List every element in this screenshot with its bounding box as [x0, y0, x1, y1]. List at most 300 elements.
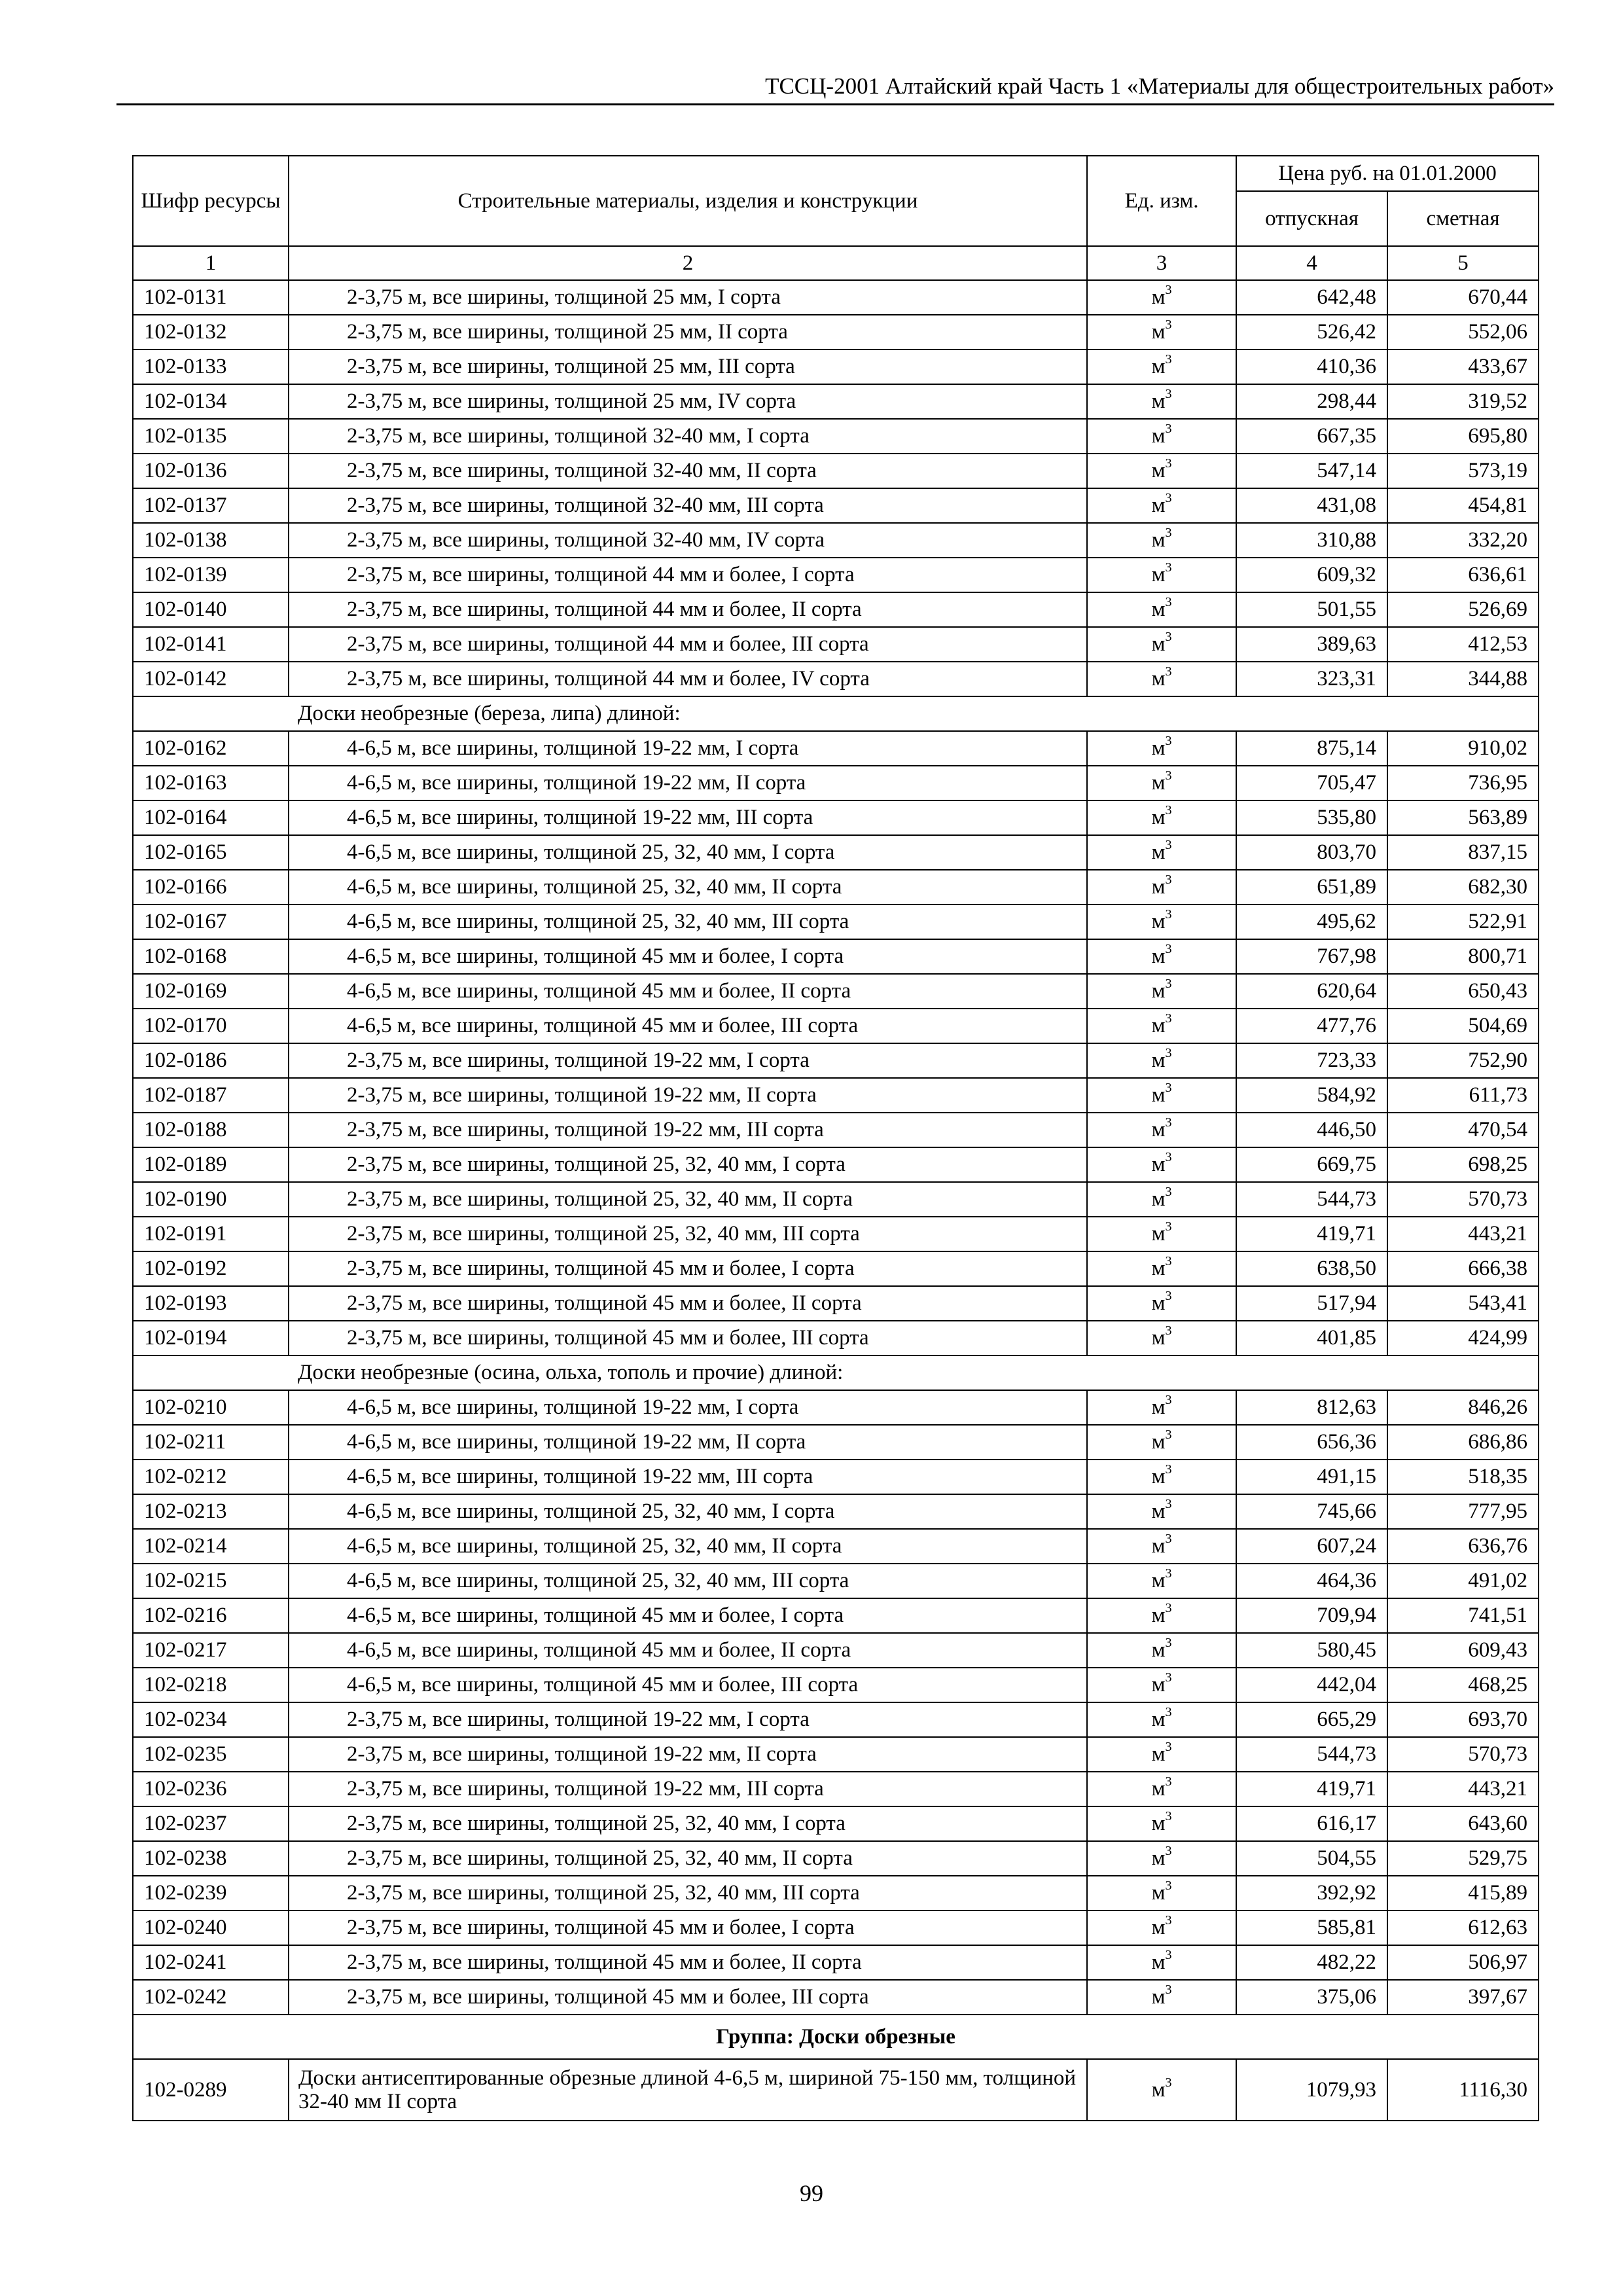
- release-price: 767,98: [1236, 939, 1387, 974]
- unit-cell: [1087, 1806, 1236, 1841]
- resource-code: 102-0132: [133, 315, 289, 350]
- unit-cell: [1087, 2059, 1236, 2121]
- estimate-price: 846,26: [1387, 1390, 1539, 1425]
- release-price: 585,81: [1236, 1910, 1387, 1945]
- table-row: [133, 1321, 1539, 1355]
- unit-exponent: 3: [1165, 1982, 1172, 1997]
- resource-code: 102-0187: [133, 1078, 289, 1113]
- unit-cell: [1087, 384, 1236, 419]
- unit-cell: [1087, 523, 1236, 558]
- material-name: 2-3,75 м, все ширины, толщиной 25 мм, IV сорта: [289, 384, 1087, 419]
- release-price: 392,92: [1236, 1876, 1387, 1910]
- material-name: 2-3,75 м, все ширины, толщиной 25, 32, 40 мм, I сорта: [289, 1147, 1087, 1182]
- table-row: [133, 1286, 1539, 1321]
- table-row: [133, 1668, 1539, 1702]
- table-row: [133, 1529, 1539, 1564]
- table-row: [133, 905, 1539, 939]
- unit-exponent: 3: [1165, 352, 1172, 367]
- unit-exponent: 3: [1165, 1740, 1172, 1754]
- release-price: 526,42: [1236, 315, 1387, 350]
- resource-code: 102-0138: [133, 523, 289, 558]
- estimate-price: 344,88: [1387, 662, 1539, 696]
- unit-cell: [1087, 974, 1236, 1009]
- estimate-price: 666,38: [1387, 1251, 1539, 1286]
- unit-exponent: 3: [1165, 1393, 1172, 1407]
- unit-base: м: [1151, 1673, 1166, 1696]
- header-price-text: Цена руб. на 01.01.2000: [1278, 162, 1497, 185]
- unit-exponent: 3: [1165, 456, 1172, 471]
- unit-exponent: 3: [1165, 872, 1172, 887]
- unit-cell: [1087, 1182, 1236, 1217]
- unit-base: м: [1151, 1153, 1166, 1176]
- unit-exponent: 3: [1165, 1497, 1172, 1511]
- estimate-price: 636,76: [1387, 1529, 1539, 1564]
- release-price: 389,63: [1236, 627, 1387, 662]
- table-row: [133, 1147, 1539, 1182]
- subheading-row: [133, 1355, 1539, 1390]
- unit-cell: [1087, 1668, 1236, 1702]
- table-row: [133, 1772, 1539, 1806]
- release-price: 410,36: [1236, 350, 1387, 384]
- release-price: 609,32: [1236, 558, 1387, 592]
- subheading-row: [133, 696, 1539, 731]
- unit-cell: [1087, 592, 1236, 627]
- resource-code: 102-0236: [133, 1772, 289, 1806]
- page-number: 99: [800, 2180, 823, 2206]
- resource-code: 102-0142: [133, 662, 289, 696]
- unit-base: м: [1151, 1638, 1166, 1662]
- estimate-price: 609,43: [1387, 1633, 1539, 1668]
- unit-base: м: [1151, 285, 1166, 309]
- unit-base: м: [1151, 424, 1166, 448]
- estimate-price: 443,21: [1387, 1217, 1539, 1251]
- estimate-price: 522,91: [1387, 905, 1539, 939]
- resource-code: 102-0215: [133, 1564, 289, 1598]
- estimate-price: 570,73: [1387, 1182, 1539, 1217]
- estimate-price: 415,89: [1387, 1876, 1539, 1910]
- unit-cell: [1087, 1564, 1236, 1598]
- col-number: 4: [1236, 246, 1387, 280]
- unit-cell: [1087, 939, 1236, 974]
- unit-exponent: 3: [1165, 1219, 1172, 1234]
- table-row: [133, 488, 1539, 523]
- release-price: 656,36: [1236, 1425, 1387, 1460]
- release-price: 501,55: [1236, 592, 1387, 627]
- unit-base: м: [1151, 1881, 1166, 1905]
- release-price: 477,76: [1236, 1009, 1387, 1043]
- resource-code: 102-0137: [133, 488, 289, 523]
- subheading-text: Доски необрезные (осина, ольха, тополь и прочие) длиной:: [289, 1355, 1539, 1390]
- release-price: 375,06: [1236, 1980, 1387, 2015]
- estimate-price: 611,73: [1387, 1078, 1539, 1113]
- estimate-price: 332,20: [1387, 523, 1539, 558]
- estimate-price: 741,51: [1387, 1598, 1539, 1633]
- resource-code: 102-0169: [133, 974, 289, 1009]
- release-price: 705,47: [1236, 766, 1387, 800]
- unit-cell: [1087, 1321, 1236, 1355]
- release-price: 665,29: [1236, 1702, 1387, 1737]
- table-row: [133, 1182, 1539, 1217]
- estimate-price: 686,86: [1387, 1425, 1539, 1460]
- resource-code: 102-0166: [133, 870, 289, 905]
- release-price: 651,89: [1236, 870, 1387, 905]
- unit-exponent: 3: [1165, 317, 1172, 332]
- resource-code: 102-0240: [133, 1910, 289, 1945]
- release-price: 446,50: [1236, 1113, 1387, 1147]
- estimate-price: 777,95: [1387, 1494, 1539, 1529]
- table-row: [133, 870, 1539, 905]
- table-row: [133, 280, 1539, 315]
- subheading-code-cell: [133, 1355, 289, 1390]
- group-heading: Группа: Доски обрезные: [133, 2015, 1539, 2059]
- unit-cell: [1087, 1702, 1236, 1737]
- running-header: [116, 71, 1554, 105]
- unit-base: м: [1151, 355, 1166, 378]
- unit-base: м: [1151, 806, 1166, 829]
- unit-base: м: [1151, 979, 1166, 1003]
- table-row: [133, 1390, 1539, 1425]
- material-name: 2-3,75 м, все ширины, толщиной 32-40 мм, II сорта: [289, 454, 1087, 488]
- unit-exponent: 3: [1165, 1809, 1172, 1823]
- table-row: [133, 835, 1539, 870]
- unit-cell: [1087, 280, 1236, 315]
- material-name: 2-3,75 м, все ширины, толщиной 25, 32, 40 мм, II сорта: [289, 1841, 1087, 1876]
- release-price: 482,22: [1236, 1945, 1387, 1980]
- resource-code: 102-0136: [133, 454, 289, 488]
- resource-code: 102-0242: [133, 1980, 289, 2015]
- resource-code: 102-0141: [133, 627, 289, 662]
- unit-cell: [1087, 1772, 1236, 1806]
- unit-exponent: 3: [1165, 838, 1172, 852]
- unit-base: м: [1151, 910, 1166, 933]
- material-name: 4-6,5 м, все ширины, толщиной 45 мм и более, I сорта: [289, 1598, 1087, 1633]
- material-name: 4-6,5 м, все ширины, толщиной 19-22 мм, II сорта: [289, 766, 1087, 800]
- release-price: 419,71: [1236, 1217, 1387, 1251]
- release-price: 495,62: [1236, 905, 1387, 939]
- estimate-price: 736,95: [1387, 766, 1539, 800]
- table-row: [133, 1425, 1539, 1460]
- unit-exponent: 3: [1165, 560, 1172, 575]
- release-price: 723,33: [1236, 1043, 1387, 1078]
- unit-exponent: 3: [1165, 803, 1172, 817]
- unit-exponent: 3: [1165, 1289, 1172, 1303]
- unit-exponent: 3: [1165, 1670, 1172, 1685]
- col-number: 5: [1387, 246, 1539, 280]
- subheading-text: Доски необрезные (береза, липа) длиной:: [289, 696, 1539, 731]
- unit-base: м: [1151, 736, 1166, 760]
- estimate-price: 543,41: [1387, 1286, 1539, 1321]
- unit-base: м: [1151, 1742, 1166, 1766]
- release-price: 401,85: [1236, 1321, 1387, 1355]
- unit-exponent: 3: [1165, 1913, 1172, 1928]
- table-row: [133, 1460, 1539, 1494]
- estimate-price: 518,35: [1387, 1460, 1539, 1494]
- release-price: 642,48: [1236, 280, 1387, 315]
- unit-base: м: [1151, 1985, 1166, 2009]
- estimate-price: 837,15: [1387, 835, 1539, 870]
- estimate-price: 682,30: [1387, 870, 1539, 905]
- unit-base: м: [1151, 1326, 1166, 1350]
- resource-code: 102-0164: [133, 800, 289, 835]
- unit-cell: [1087, 1251, 1236, 1286]
- unit-exponent: 3: [1165, 1046, 1172, 1060]
- material-name: 2-3,75 м, все ширины, толщиной 44 мм и более, I сорта: [289, 558, 1087, 592]
- unit-exponent: 3: [1165, 1844, 1172, 1858]
- material-name: 2-3,75 м, все ширины, толщиной 45 мм и более, II сорта: [289, 1286, 1087, 1321]
- unit-cell: [1087, 1009, 1236, 1043]
- estimate-price: 424,99: [1387, 1321, 1539, 1355]
- estimate-price: 563,89: [1387, 800, 1539, 835]
- header-code: [133, 156, 289, 246]
- unit-base: м: [1151, 1499, 1166, 1523]
- unit-base: м: [1151, 2077, 1166, 2102]
- material-name: 2-3,75 м, все ширины, толщиной 25, 32, 40 мм, II сорта: [289, 1182, 1087, 1217]
- unit-exponent: 3: [1165, 1254, 1172, 1268]
- resource-code: 102-0139: [133, 558, 289, 592]
- release-price: 1079,93: [1236, 2059, 1387, 2121]
- table-row: [133, 1737, 1539, 1772]
- resource-code: 102-0289: [133, 2059, 289, 2121]
- unit-base: м: [1151, 1187, 1166, 1211]
- table-row: [133, 1494, 1539, 1529]
- resource-code: 102-0167: [133, 905, 289, 939]
- unit-cell: [1087, 1945, 1236, 1980]
- resource-code: 102-0238: [133, 1841, 289, 1876]
- table-row: [133, 1564, 1539, 1598]
- release-price: 812,63: [1236, 1390, 1387, 1425]
- resource-code: 102-0186: [133, 1043, 289, 1078]
- table-row: [133, 1980, 1539, 2015]
- material-name: 4-6,5 м, все ширины, толщиной 25, 32, 40 мм, II сорта: [289, 870, 1087, 905]
- release-price: 745,66: [1236, 1494, 1387, 1529]
- unit-exponent: 3: [1165, 734, 1172, 748]
- release-price: 669,75: [1236, 1147, 1387, 1182]
- release-price: 298,44: [1236, 384, 1387, 419]
- column-number-row: [133, 246, 1539, 280]
- unit-cell: [1087, 662, 1236, 696]
- unit-exponent: 3: [1165, 907, 1172, 922]
- unit-exponent: 3: [1165, 1636, 1172, 1650]
- release-price: 544,73: [1236, 1182, 1387, 1217]
- unit-exponent: 3: [1165, 1427, 1172, 1442]
- unit-exponent: 3: [1165, 1185, 1172, 1199]
- table-row: [133, 1598, 1539, 1633]
- unit-cell: [1087, 905, 1236, 939]
- resource-code: 102-0237: [133, 1806, 289, 1841]
- material-name: 2-3,75 м, все ширины, толщиной 19-22 мм, III сорта: [289, 1772, 1087, 1806]
- table-row: [133, 939, 1539, 974]
- estimate-price: 698,25: [1387, 1147, 1539, 1182]
- table-row: [133, 350, 1539, 384]
- unit-base: м: [1151, 875, 1166, 899]
- unit-base: м: [1151, 1916, 1166, 1939]
- unit-cell: [1087, 1147, 1236, 1182]
- unit-exponent: 3: [1165, 1462, 1172, 1477]
- table-row: [133, 1806, 1539, 1841]
- material-name: 4-6,5 м, все ширины, толщиной 19-22 мм, III сорта: [289, 800, 1087, 835]
- unit-exponent: 3: [1165, 1150, 1172, 1164]
- estimate-price: 695,80: [1387, 419, 1539, 454]
- resource-code: 102-0168: [133, 939, 289, 974]
- col-number: 1: [133, 246, 289, 280]
- estimate-price: 412,53: [1387, 627, 1539, 662]
- table-row: [133, 558, 1539, 592]
- table-row: [133, 1910, 1539, 1945]
- unit-exponent: 3: [1165, 942, 1172, 956]
- table-row: [133, 974, 1539, 1009]
- unit-base: м: [1151, 1604, 1166, 1627]
- unit-cell: [1087, 1113, 1236, 1147]
- material-name: 4-6,5 м, все ширины, толщиной 45 мм и более, III сорта: [289, 1009, 1087, 1043]
- unit-base: м: [1151, 632, 1166, 656]
- material-name: 2-3,75 м, все ширины, толщиной 44 мм и более, III сорта: [289, 627, 1087, 662]
- resource-code: 102-0213: [133, 1494, 289, 1529]
- release-price: 709,94: [1236, 1598, 1387, 1633]
- material-name: 4-6,5 м, все ширины, толщиной 19-22 мм, III сорта: [289, 1460, 1087, 1494]
- unit-cell: [1087, 627, 1236, 662]
- resource-code: 102-0234: [133, 1702, 289, 1737]
- unit-base: м: [1151, 1812, 1166, 1835]
- resource-code: 102-0217: [133, 1633, 289, 1668]
- unit-exponent: 3: [1165, 1878, 1172, 1893]
- unit-exponent: 3: [1165, 977, 1172, 991]
- estimate-price: 504,69: [1387, 1009, 1539, 1043]
- resource-code: 102-0189: [133, 1147, 289, 1182]
- material-name: 4-6,5 м, все ширины, толщиной 25, 32, 40 мм, I сорта: [289, 1494, 1087, 1529]
- material-name: 2-3,75 м, все ширины, толщиной 19-22 мм, I сорта: [289, 1043, 1087, 1078]
- resource-code: 102-0190: [133, 1182, 289, 1217]
- unit-cell: [1087, 1598, 1236, 1633]
- unit-base: м: [1151, 320, 1166, 344]
- table-row: [133, 592, 1539, 627]
- release-price: 875,14: [1236, 731, 1387, 766]
- unit-base: м: [1151, 459, 1166, 482]
- unit-cell: [1087, 1841, 1236, 1876]
- material-name: 2-3,75 м, все ширины, толщиной 45 мм и более, II сорта: [289, 1945, 1087, 1980]
- unit-exponent: 3: [1165, 422, 1172, 436]
- material-name: 4-6,5 м, все ширины, толщиной 19-22 мм, I сорта: [289, 731, 1087, 766]
- release-price: 667,35: [1236, 419, 1387, 454]
- unit-base: м: [1151, 1083, 1166, 1107]
- material-name: 4-6,5 м, все ширины, толщиной 45 мм и более, II сорта: [289, 974, 1087, 1009]
- material-name: 2-3,75 м, все ширины, толщиной 25 мм, I сорта: [289, 280, 1087, 315]
- material-name: 2-3,75 м, все ширины, толщиной 25 мм, III сорта: [289, 350, 1087, 384]
- release-price: 310,88: [1236, 523, 1387, 558]
- resource-code: 102-0211: [133, 1425, 289, 1460]
- estimate-price: 454,81: [1387, 488, 1539, 523]
- resource-code: 102-0218: [133, 1668, 289, 1702]
- estimate-price: 552,06: [1387, 315, 1539, 350]
- release-price: 535,80: [1236, 800, 1387, 835]
- unit-base: м: [1151, 1777, 1166, 1801]
- material-name: 2-3,75 м, все ширины, толщиной 25, 32, 40 мм, III сорта: [289, 1876, 1087, 1910]
- resource-code: 102-0192: [133, 1251, 289, 1286]
- release-price: 544,73: [1236, 1737, 1387, 1772]
- unit-cell: [1087, 1043, 1236, 1078]
- table-row: [133, 419, 1539, 454]
- unit-cell: [1087, 454, 1236, 488]
- unit-base: м: [1151, 1430, 1166, 1454]
- unit-exponent: 3: [1165, 1532, 1172, 1546]
- header-estimate-price: сметная: [1387, 191, 1539, 246]
- table-row: [133, 1217, 1539, 1251]
- header-price: [1236, 156, 1539, 191]
- material-name: 2-3,75 м, все ширины, толщиной 25, 32, 40 мм, I сорта: [289, 1806, 1087, 1841]
- material-name: 2-3,75 м, все ширины, толщиной 19-22 мм, I сорта: [289, 1702, 1087, 1737]
- release-price: 442,04: [1236, 1668, 1387, 1702]
- unit-exponent: 3: [1165, 1115, 1172, 1130]
- unit-exponent: 3: [1165, 630, 1172, 644]
- estimate-price: 693,70: [1387, 1702, 1539, 1737]
- estimate-price: 643,60: [1387, 1806, 1539, 1841]
- unit-exponent: 3: [1165, 526, 1172, 540]
- unit-cell: [1087, 766, 1236, 800]
- unit-cell: [1087, 1078, 1236, 1113]
- material-name: 2-3,75 м, все ширины, толщиной 45 мм и более, III сорта: [289, 1321, 1087, 1355]
- table-row: [133, 1876, 1539, 1910]
- unit-base: м: [1151, 1118, 1166, 1141]
- unit-cell: [1087, 1217, 1236, 1251]
- unit-cell: [1087, 870, 1236, 905]
- unit-exponent: 3: [1165, 1601, 1172, 1615]
- release-price: 803,70: [1236, 835, 1387, 870]
- release-price: 504,55: [1236, 1841, 1387, 1876]
- material-name: 2-3,75 м, все ширины, толщиной 19-22 мм, II сорта: [289, 1078, 1087, 1113]
- release-price: 584,92: [1236, 1078, 1387, 1113]
- unit-cell: [1087, 731, 1236, 766]
- unit-base: м: [1151, 667, 1166, 691]
- unit-cell: [1087, 1633, 1236, 1668]
- material-name: 4-6,5 м, все ширины, толщиной 25, 32, 40 мм, III сорта: [289, 905, 1087, 939]
- estimate-price: 506,97: [1387, 1945, 1539, 1980]
- header-unit-text: Ед. изм.: [1124, 189, 1199, 213]
- resource-code: 102-0214: [133, 1529, 289, 1564]
- table-row: [133, 2059, 1539, 2121]
- price-table: [132, 155, 1539, 2121]
- estimate-price: 526,69: [1387, 592, 1539, 627]
- unit-cell: [1087, 558, 1236, 592]
- unit-exponent: 3: [1165, 1774, 1172, 1789]
- unit-cell: [1087, 835, 1236, 870]
- release-price: 464,36: [1236, 1564, 1387, 1598]
- header-code-text: Шифр ресурсы: [141, 189, 281, 213]
- unit-exponent: 3: [1165, 387, 1172, 401]
- unit-cell: [1087, 1494, 1236, 1529]
- unit-exponent: 3: [1165, 1948, 1172, 1962]
- resource-code: 102-0162: [133, 731, 289, 766]
- estimate-price: 752,90: [1387, 1043, 1539, 1078]
- estimate-price: 570,73: [1387, 1737, 1539, 1772]
- unit-base: м: [1151, 1257, 1166, 1280]
- material-name: 2-3,75 м, все ширины, толщиной 44 мм и более, IV сорта: [289, 662, 1087, 696]
- unit-cell: [1087, 1425, 1236, 1460]
- unit-cell: [1087, 800, 1236, 835]
- unit-base: м: [1151, 1465, 1166, 1488]
- unit-base: м: [1151, 598, 1166, 621]
- unit-cell: [1087, 1910, 1236, 1945]
- table-row: [133, 315, 1539, 350]
- unit-cell: [1087, 419, 1236, 454]
- unit-exponent: 3: [1165, 1081, 1172, 1095]
- table-row: [133, 1113, 1539, 1147]
- unit-base: м: [1151, 493, 1166, 517]
- material-name: 4-6,5 м, все ширины, толщиной 25, 32, 40 мм, III сорта: [289, 1564, 1087, 1598]
- material-name: 2-3,75 м, все ширины, толщиной 19-22 мм, III сорта: [289, 1113, 1087, 1147]
- header-name-text: Строительные материалы, изделия и конструкции: [457, 189, 918, 213]
- unit-exponent: 3: [1165, 1566, 1172, 1581]
- unit-base: м: [1151, 1291, 1166, 1315]
- table-row: [133, 1633, 1539, 1668]
